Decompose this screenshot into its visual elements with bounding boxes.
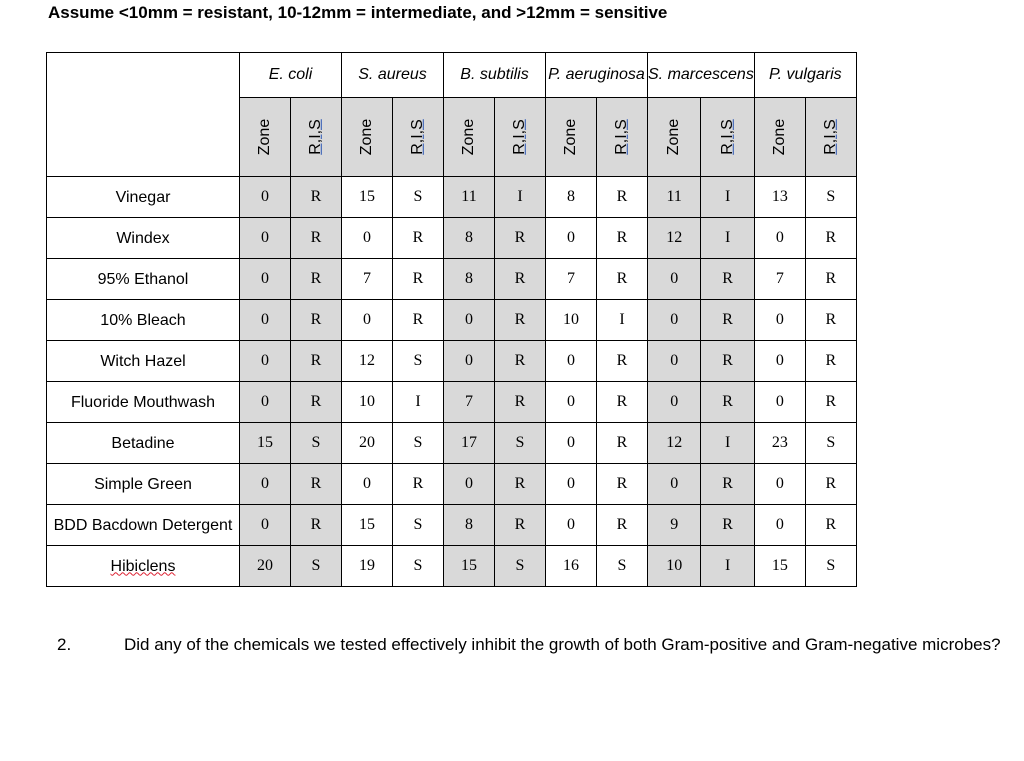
rjs-value: R [495,505,546,546]
zone-value: 0 [754,218,805,259]
table-row [47,423,857,464]
rjs-value: S [291,423,342,464]
zone-value: 10 [546,300,597,341]
zone-value: 15 [342,177,393,218]
chemical-label [47,341,240,382]
chemical-label [47,423,240,464]
rjs-value: R [495,259,546,300]
question-number: 2. [57,635,72,654]
zone-value: 10 [342,382,393,423]
zone-subheader [342,98,393,177]
rjs-value: R [701,341,754,382]
rjs-value: S [393,423,444,464]
rjs-value: R [597,259,648,300]
rjs-subheader [805,98,856,177]
zone-value: 8 [444,218,495,259]
rjs-value: R [495,341,546,382]
zone-value: 19 [342,546,393,587]
zone-value: 0 [546,423,597,464]
rjs-subheader [291,98,342,177]
rjs-value: I [701,423,754,464]
rjs-value: S [393,177,444,218]
zone-value: 0 [648,300,701,341]
chemical-label [47,259,240,300]
table-row [47,382,857,423]
rjs-value: R [805,218,856,259]
rjs-value: S [597,546,648,587]
zone-value: 0 [754,505,805,546]
zone-value: 0 [240,505,291,546]
rjs-subheader [393,98,444,177]
rjs-value: R [597,423,648,464]
zone-value: 0 [648,464,701,505]
rjs-value: R [393,218,444,259]
chemical-name: Simple Green [94,475,192,493]
zone-value: 0 [754,341,805,382]
zone-value: 0 [754,382,805,423]
rjs-value: S [495,546,546,587]
zone-value: 13 [754,177,805,218]
rjs-value: S [805,546,856,587]
rjs-value: R [805,382,856,423]
zone-value: 0 [648,382,701,423]
chemical-label [47,505,240,546]
rjs-value: R [393,300,444,341]
zone-value: 0 [342,464,393,505]
zone-value: 7 [546,259,597,300]
zone-subheader [240,98,291,177]
chemical-name: BDD Bacdown Detergent [53,516,233,534]
zone-value: 15 [444,546,495,587]
rjs-value: R [597,382,648,423]
rjs-value: R [701,259,754,300]
zone-value: 0 [546,341,597,382]
zone-value: 11 [648,177,701,218]
rjs-subheader [701,98,754,177]
rjs-value: I [597,300,648,341]
rjs-label: R,I,S [409,119,426,155]
table-row [47,505,857,546]
zone-label: Zone [358,118,375,156]
zone-value: 12 [342,341,393,382]
organism-header: P. aeruginosa [546,53,648,98]
rjs-value: R [291,259,342,300]
organism-header: B. subtilis [444,53,546,98]
zone-value: 20 [342,423,393,464]
rjs-value: R [701,300,754,341]
table-row [47,464,857,505]
rjs-value: R [597,341,648,382]
zone-value: 7 [754,259,805,300]
zone-label: Zone [770,118,788,156]
organism-header: E. coli [240,53,342,98]
rjs-value: R [701,464,754,505]
table-row [47,218,857,259]
zone-value: 0 [648,259,701,300]
zone-value: 15 [240,423,291,464]
zone-value: 9 [648,505,701,546]
zone-value: 7 [444,382,495,423]
zone-value: 17 [444,423,495,464]
rjs-label: R,I,S [307,119,324,155]
zone-value: 0 [240,218,291,259]
zone-value: 0 [240,382,291,423]
zone-value: 11 [444,177,495,218]
zone-value: 0 [240,341,291,382]
question-text: Did any of the chemicals we tested effectively inhibit the growth of both Gram-positive and Gram-negative microbes? [124,635,1001,654]
rjs-value: R [495,300,546,341]
rjs-value: R [495,464,546,505]
zone-value: 0 [240,259,291,300]
zone-value: 0 [240,464,291,505]
rjs-value: I [495,177,546,218]
rjs-subheader [597,98,648,177]
rjs-label: R,I,S [821,119,839,155]
corner-cell [47,53,240,177]
rjs-value: R [597,218,648,259]
zone-subheader [648,98,701,177]
rjs-value: R [805,300,856,341]
rjs-value: R [495,218,546,259]
rjs-value: R [291,341,342,382]
chemical-label [47,177,240,218]
zone-value: 8 [546,177,597,218]
rjs-value: R [805,505,856,546]
zone-value: 16 [546,546,597,587]
zone-value: 7 [342,259,393,300]
rjs-value: I [701,177,754,218]
results-table [46,52,857,587]
rjs-value: R [291,464,342,505]
chemical-name: Windex [116,229,170,247]
rjs-value: S [291,546,342,587]
zone-label: Zone [665,118,683,156]
rjs-value: R [291,177,342,218]
rjs-label: R,I,S [613,119,630,155]
zone-subheader [546,98,597,177]
zone-value: 20 [240,546,291,587]
zone-value: 8 [444,259,495,300]
rjs-value: R [393,464,444,505]
zone-value: 23 [754,423,805,464]
rjs-value: S [495,423,546,464]
table-row [47,177,857,218]
rjs-label: R,I,S [511,119,528,155]
zone-subheader [444,98,495,177]
organism-header: S. aureus [342,53,444,98]
zone-value: 15 [754,546,805,587]
rjs-value: I [701,218,754,259]
zone-value: 0 [754,300,805,341]
rjs-value: R [291,300,342,341]
rjs-value: R [805,341,856,382]
chemical-name: Hibiclens [110,557,176,575]
zone-subheader [754,98,805,177]
rjs-value: R [597,177,648,218]
zone-value: 0 [648,341,701,382]
chemical-name: Witch Hazel [100,352,186,370]
zone-value: 15 [342,505,393,546]
zone-value: 8 [444,505,495,546]
chemical-label [47,546,240,587]
rjs-value: S [393,546,444,587]
zone-label: Zone [256,118,273,156]
chemical-name: Betadine [111,434,175,452]
zone-value: 12 [648,423,701,464]
table-row [47,300,857,341]
zone-value: 0 [240,300,291,341]
zone-value: 0 [444,341,495,382]
criteria-header: Assume <10mm = resistant, 10-12mm = intermediate, and >12mm = sensitive [48,3,668,22]
rjs-value: S [393,505,444,546]
zone-value: 0 [754,464,805,505]
rjs-value: R [597,464,648,505]
chemical-name: Fluoride Mouthwash [70,393,216,411]
rjs-value: S [805,423,856,464]
zone-value: 0 [444,300,495,341]
zone-value: 0 [546,505,597,546]
chemical-name: 95% Ethanol [97,270,189,288]
zone-value: 10 [648,546,701,587]
chemical-name: 10% Bleach [100,311,186,329]
zone-value: 12 [648,218,701,259]
rjs-value: R [701,505,754,546]
zone-value: 0 [546,218,597,259]
zone-value: 0 [546,464,597,505]
zone-value: 0 [342,300,393,341]
rjs-value: R [805,464,856,505]
table-row [47,341,857,382]
rjs-value: R [291,382,342,423]
rjs-value: I [701,546,754,587]
rjs-value: S [393,341,444,382]
rjs-value: R [393,259,444,300]
chemical-label [47,382,240,423]
chemical-name: Vinegar [115,188,171,206]
chemical-label [47,218,240,259]
zone-value: 0 [444,464,495,505]
zone-value: 0 [546,382,597,423]
rjs-value: I [393,382,444,423]
zone-label: Zone [460,118,477,156]
chemical-label [47,464,240,505]
rjs-value: R [291,505,342,546]
rjs-value: R [701,382,754,423]
table-row [47,546,857,587]
organism-header: P. vulgaris [754,53,856,98]
rjs-value: R [291,218,342,259]
organism-header: S. marcescens [648,53,755,98]
zone-label: Zone [562,118,579,156]
table-row [47,259,857,300]
zone-value: 0 [240,177,291,218]
rjs-value: S [805,177,856,218]
rjs-label: R,I,S [718,119,736,155]
rjs-subheader [495,98,546,177]
zone-value: 0 [342,218,393,259]
rjs-value: R [597,505,648,546]
rjs-value: R [495,382,546,423]
rjs-value: R [805,259,856,300]
chemical-label [47,300,240,341]
